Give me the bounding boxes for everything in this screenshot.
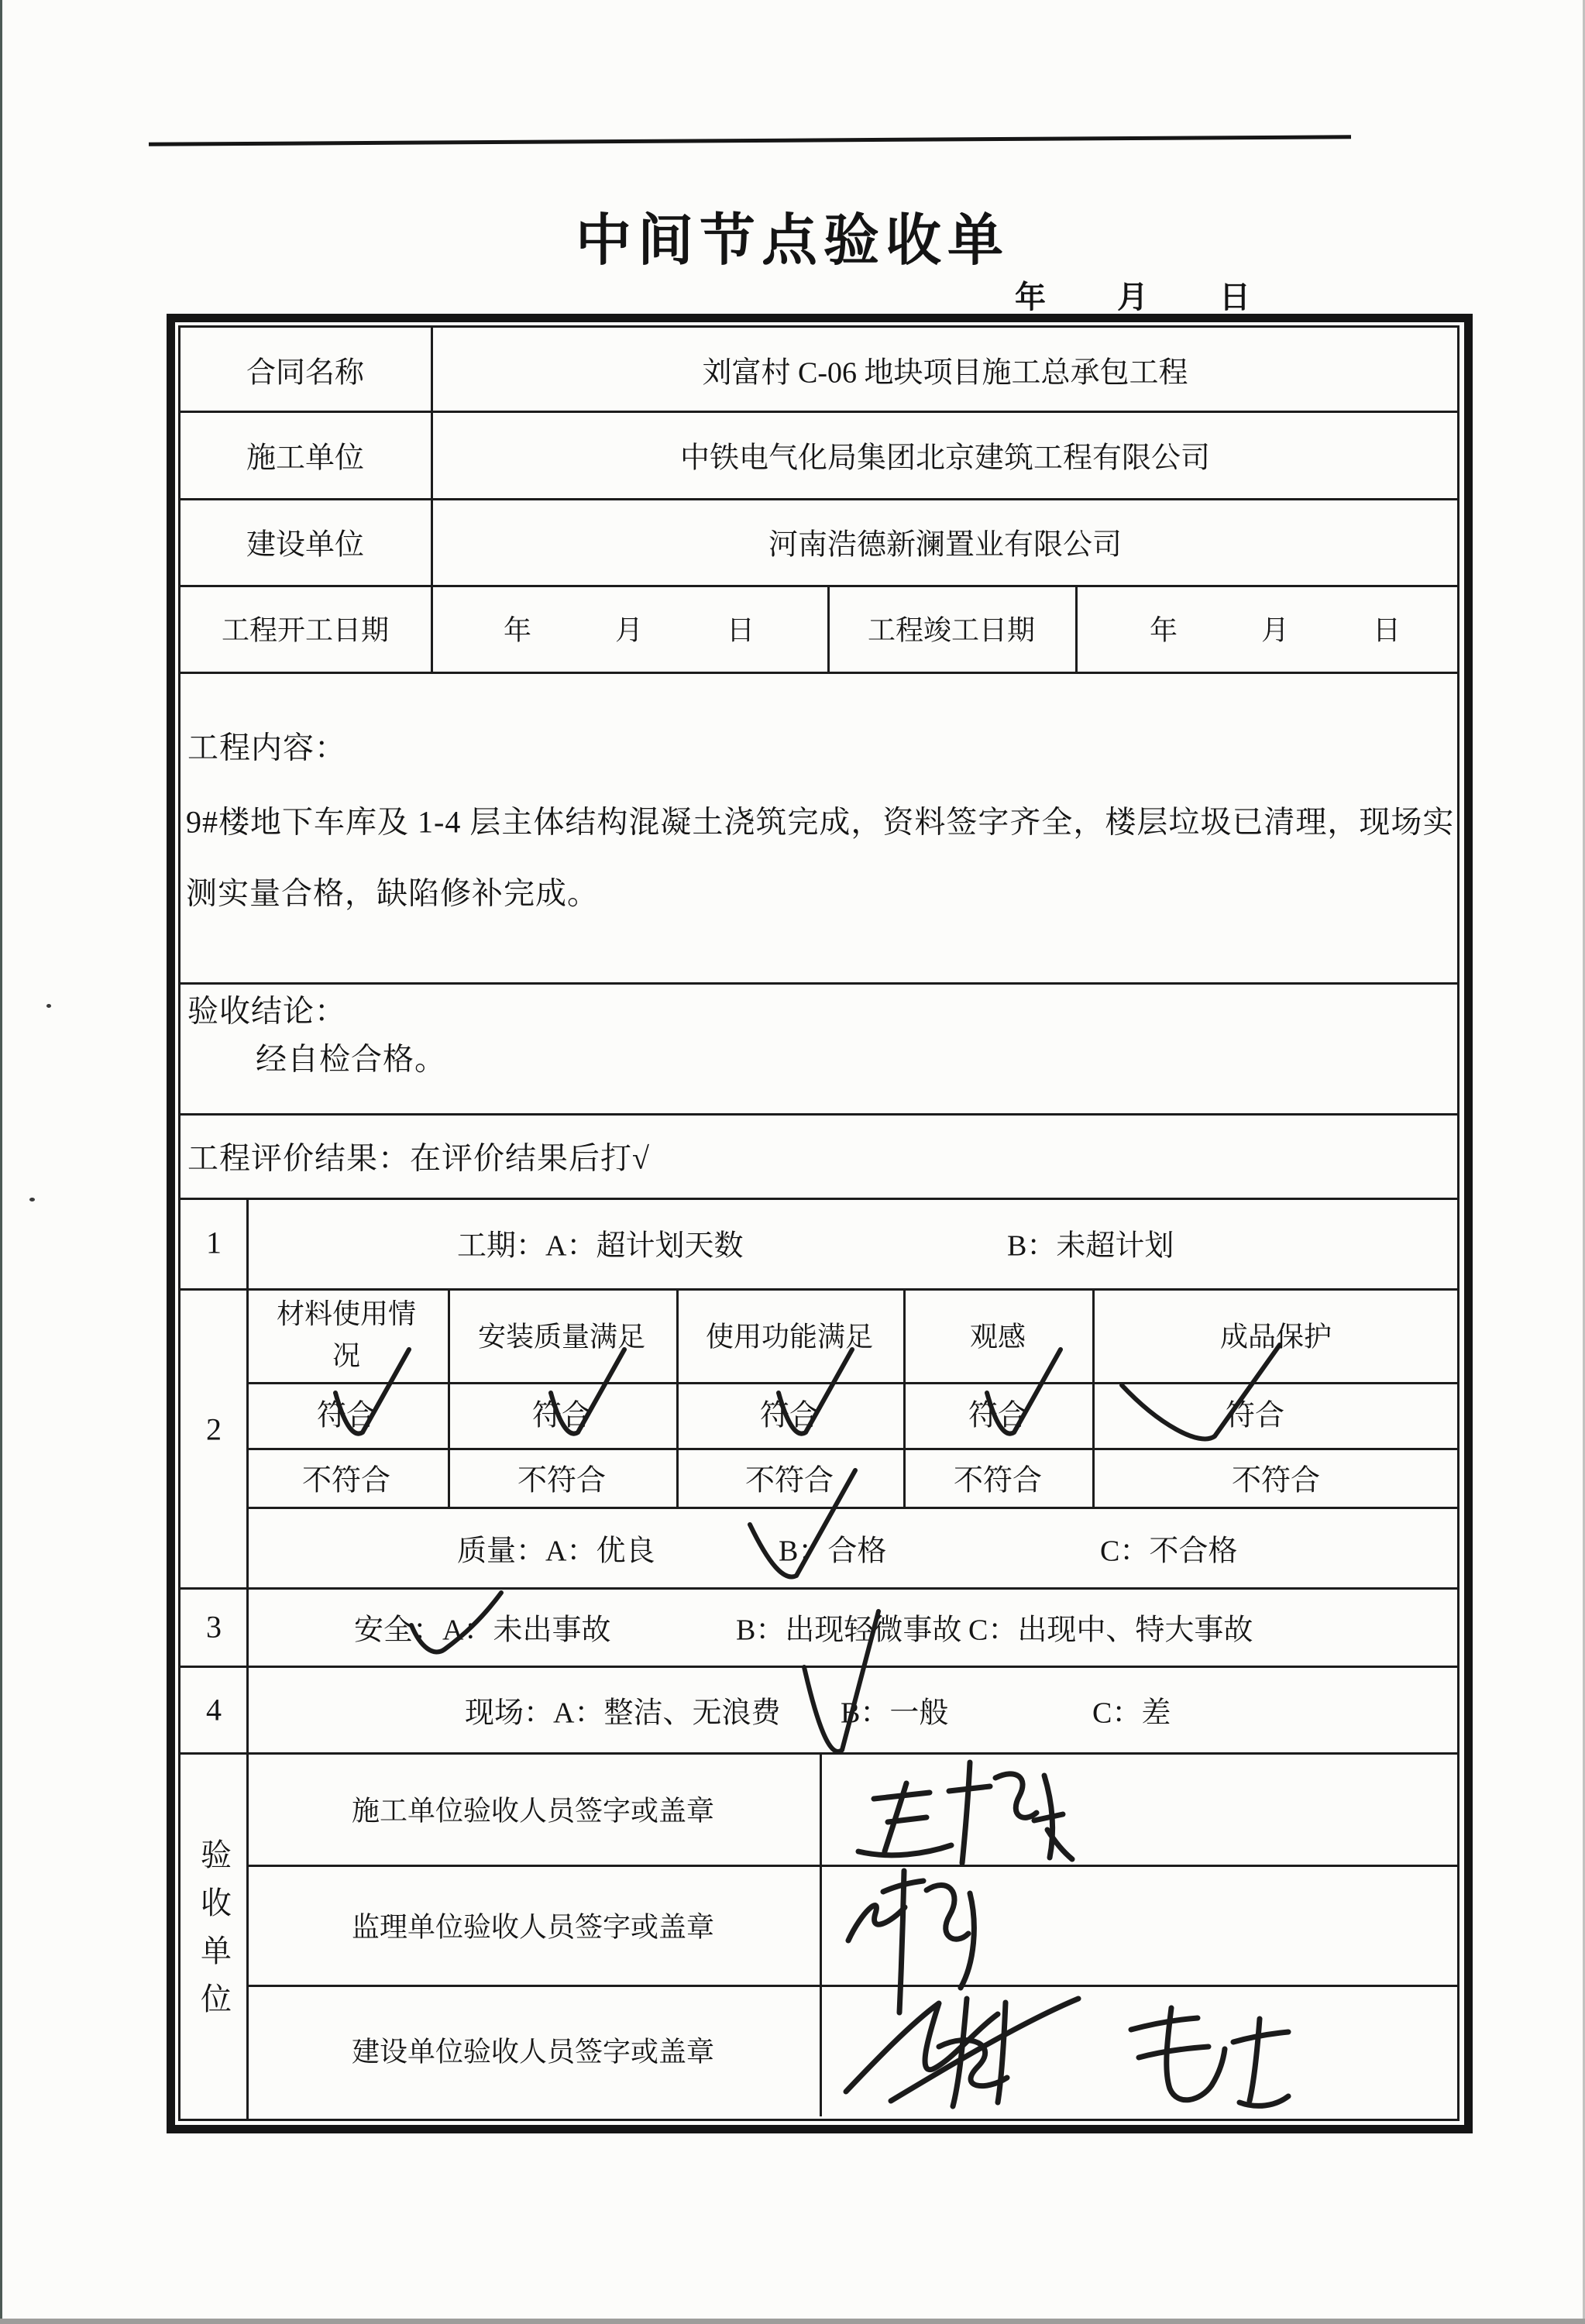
pass-cell-appearance: 符合 (968, 1399, 1028, 1432)
construction-unit-value: 中铁电气化局集团北京建筑工程有限公司 (679, 442, 1211, 475)
grid-line (431, 328, 433, 672)
end-date-value (1150, 609, 1401, 648)
grid-line (676, 1288, 679, 1507)
fail-cell-function: 不符合 (744, 1464, 834, 1497)
grid-line (448, 1288, 450, 1507)
row2-header-install: 安装质量满足 (477, 1321, 646, 1353)
start-date-label: 工程开工日期 (221, 614, 390, 646)
pass-cell-function: 符合 (759, 1399, 820, 1432)
grid-line (181, 585, 1460, 587)
acceptance-supervisor-label: 监理单位验收人员签字或盖章 (351, 1911, 715, 1943)
grid-line (246, 1507, 1460, 1509)
safety-c: C：出现中、特大事故 (968, 1614, 1253, 1647)
row1-duration-a: 工期：A：超计划天数 (457, 1229, 744, 1263)
page-title: 中间节点验收单 (575, 210, 1009, 272)
quality-a: 质量：A：优良 (457, 1535, 655, 1568)
grid-line (181, 1113, 1460, 1116)
acceptance-builder-label: 施工单位验收人员签字或盖章 (351, 1795, 715, 1827)
work-content-line1: 9#楼地下车库及 1-4 层主体结构混凝土浇筑完成，资料签字齐全，楼层垃圾已清理，现场实 (186, 804, 1455, 840)
header-date-line (1015, 273, 1250, 317)
evaluation-instruction: 工程评价结果：在评价结果后打√ (187, 1140, 650, 1176)
end-date-label: 工程竣工日期 (867, 614, 1036, 646)
header-date-day: 日 (1219, 280, 1250, 315)
table-inner-border (178, 325, 1460, 2121)
fail-cell-install: 不符合 (517, 1464, 607, 1497)
grid-line (246, 1448, 1460, 1450)
grid-line (246, 1865, 1460, 1867)
ink-speck (29, 1198, 35, 1202)
grid-line (181, 1288, 1460, 1291)
work-content-heading: 工程内容： (187, 730, 346, 765)
construction-unit-label: 施工单位 (246, 442, 365, 475)
row1-number: 1 (206, 1225, 222, 1260)
work-content-line2: 测实量合格，缺陷修补完成。 (186, 875, 599, 911)
fail-cell-material: 不符合 (301, 1464, 391, 1497)
grid-line (827, 585, 830, 672)
header-date-month: 月 (1117, 280, 1148, 315)
grid-line (903, 1288, 906, 1507)
scan-edge-left (0, 0, 2, 2324)
grid-line (181, 1198, 1460, 1200)
owner-unit-value: 河南浩德新澜置业有限公司 (768, 528, 1123, 562)
conclusion-text: 经自检合格。 (256, 1041, 446, 1077)
contract-name-label: 合同名称 (246, 356, 365, 390)
header-date-year: 年 (1015, 280, 1046, 315)
end-date-day: 日 (1373, 614, 1401, 646)
row1-duration-b: B：未超计划 (1007, 1229, 1174, 1263)
site-b: B：一般 (841, 1697, 949, 1730)
grid-line (246, 1198, 249, 2121)
fail-cell-appearance: 不符合 (953, 1464, 1043, 1497)
quality-c: C：不合格 (1100, 1535, 1238, 1568)
row2-header-material: 材料使用情况 (276, 1298, 416, 1371)
start-date-year: 年 (503, 614, 531, 646)
grid-line (1075, 585, 1078, 672)
grid-line (246, 1985, 1460, 1987)
grid-line (1092, 1288, 1095, 1507)
grid-line (181, 1666, 1460, 1668)
safety-b: B：出现轻微事故 (736, 1614, 962, 1647)
pass-cell-material: 符合 (316, 1399, 376, 1432)
grid-line (181, 498, 1460, 500)
row2-number: 2 (206, 1411, 222, 1447)
fail-cell-protection: 不符合 (1231, 1464, 1321, 1497)
end-date-year: 年 (1149, 614, 1178, 646)
row2-header-appearance: 观感 (969, 1321, 1026, 1353)
grid-line (820, 1752, 822, 2116)
contract-name-value: 刘富村 C-06 地块项目施工总承包工程 (702, 356, 1188, 390)
end-date-month: 月 (1260, 614, 1290, 646)
pass-cell-protection: 符合 (1225, 1399, 1285, 1432)
grid-line (181, 411, 1460, 413)
conclusion-heading: 验收结论： (187, 993, 346, 1029)
acceptance-group-label: 验收单位 (196, 1838, 232, 2030)
pass-cell-install: 符合 (531, 1399, 592, 1432)
row3-number: 3 (206, 1609, 222, 1645)
row2-header-protection: 成品保护 (1219, 1321, 1332, 1353)
start-date-value (504, 609, 755, 648)
start-date-day: 日 (727, 614, 755, 646)
site-a: 现场：A：整洁、无浪费 (465, 1697, 781, 1730)
start-date-month: 月 (614, 614, 644, 646)
ink-speck (46, 1004, 51, 1008)
grid-line (181, 672, 1460, 674)
scan-edge-bottom (0, 2319, 1585, 2324)
row4-number: 4 (206, 1692, 222, 1728)
header-rule (149, 135, 1351, 146)
grid-line (246, 1382, 1460, 1384)
site-c: C：差 (1092, 1697, 1171, 1730)
grid-line (181, 1587, 1460, 1590)
owner-unit-label: 建设单位 (246, 528, 365, 562)
quality-b: B：合格 (779, 1535, 887, 1568)
safety-a: 安全：A：未出事故 (354, 1614, 611, 1647)
acceptance-owner-label: 建设单位验收人员签字或盖章 (351, 2036, 715, 2068)
grid-line (181, 982, 1460, 985)
row2-header-function: 使用功能满足 (705, 1321, 874, 1353)
